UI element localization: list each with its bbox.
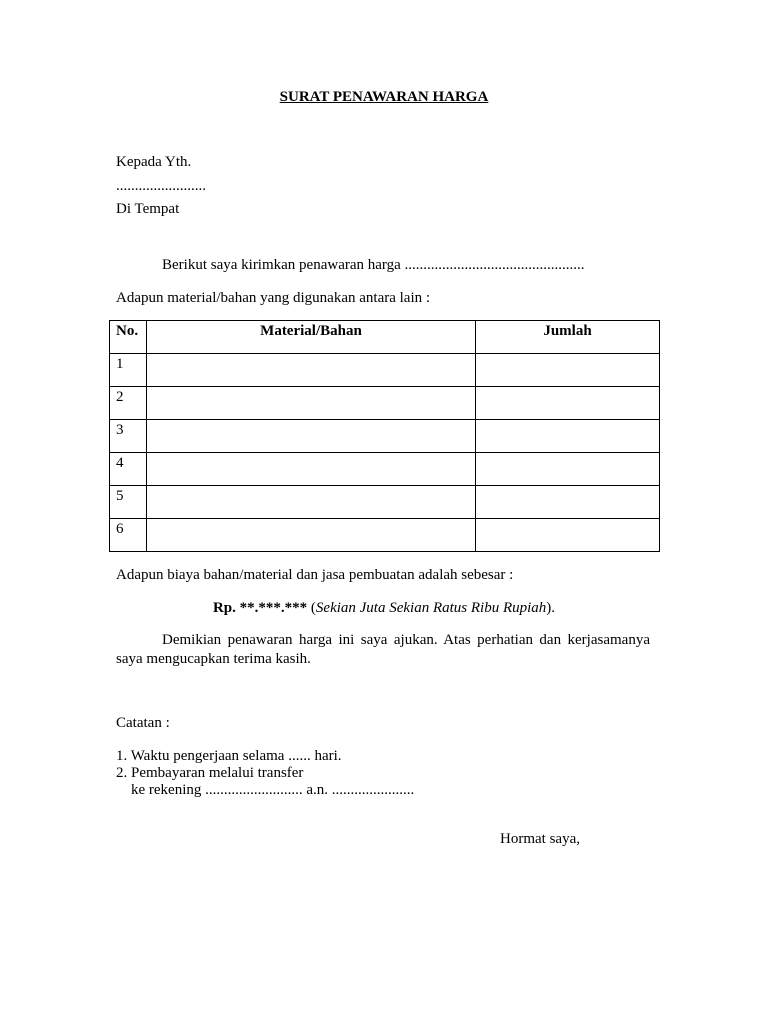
cell-jumlah (476, 519, 660, 552)
cell-material (147, 519, 476, 552)
price-close: ). (546, 600, 556, 616)
cell-jumlah (476, 486, 660, 519)
cell-no: 6 (110, 519, 147, 552)
cell-no: 4 (110, 453, 147, 486)
price-open: ( (307, 600, 316, 616)
cell-material (147, 453, 476, 486)
cell-material (147, 354, 476, 387)
signoff: Hormat saya, (500, 831, 580, 847)
cell-material (147, 420, 476, 453)
cell-jumlah (476, 354, 660, 387)
header-no: No. (110, 321, 147, 354)
closing-paragraph: Demikian penawaran harga ini saya ajukan. Atas perhatian dan kerjasamanya saya mengucapkan terima kasih. (116, 632, 650, 667)
cell-no: 3 (110, 420, 147, 453)
table-row (110, 519, 660, 552)
cell-no: 2 (110, 387, 147, 420)
recipient-name-placeholder: ........................ (116, 178, 206, 194)
document-title: SURAT PENAWARAN HARGA (279, 89, 489, 105)
recipient-salutation: Kepada Yth. (116, 154, 192, 170)
cell-jumlah (476, 420, 660, 453)
table-row (110, 420, 660, 453)
price-line (0, 599, 768, 617)
cell-material (147, 486, 476, 519)
table-row (110, 387, 660, 420)
header-material: Material/Bahan (147, 321, 476, 354)
note-item-2-detail: ke rekening .......................... a.n. ...................... (131, 782, 415, 798)
table-row (110, 453, 660, 486)
note-item-2: 2. Pembayaran melalui transfer (116, 765, 304, 781)
table-row (110, 486, 660, 519)
price-amount: Rp. **.***.*** (212, 600, 308, 616)
cell-no: 1 (110, 354, 147, 387)
table-header-row (110, 321, 660, 354)
note-item-1: 1. Waktu pengerjaan selama ...... hari. (116, 748, 342, 764)
materials-table (109, 320, 660, 552)
recipient-location: Di Tempat (116, 201, 180, 217)
intro-paragraph: Berikut saya kirimkan penawaran harga ................................................ (162, 257, 585, 273)
header-jumlah: Jumlah (476, 321, 660, 354)
cell-material (147, 387, 476, 420)
cell-no: 5 (110, 486, 147, 519)
cost-intro: Adapun biaya bahan/material dan jasa pembuatan adalah sebesar : (116, 567, 514, 583)
cell-jumlah (476, 453, 660, 486)
notes-heading: Catatan : (116, 715, 170, 731)
table-row (110, 354, 660, 387)
cell-jumlah (476, 387, 660, 420)
price-words: Sekian Juta Sekian Ratus Ribu Rupiah (315, 600, 547, 616)
materials-intro: Adapun material/bahan yang digunakan antara lain : (116, 290, 431, 306)
